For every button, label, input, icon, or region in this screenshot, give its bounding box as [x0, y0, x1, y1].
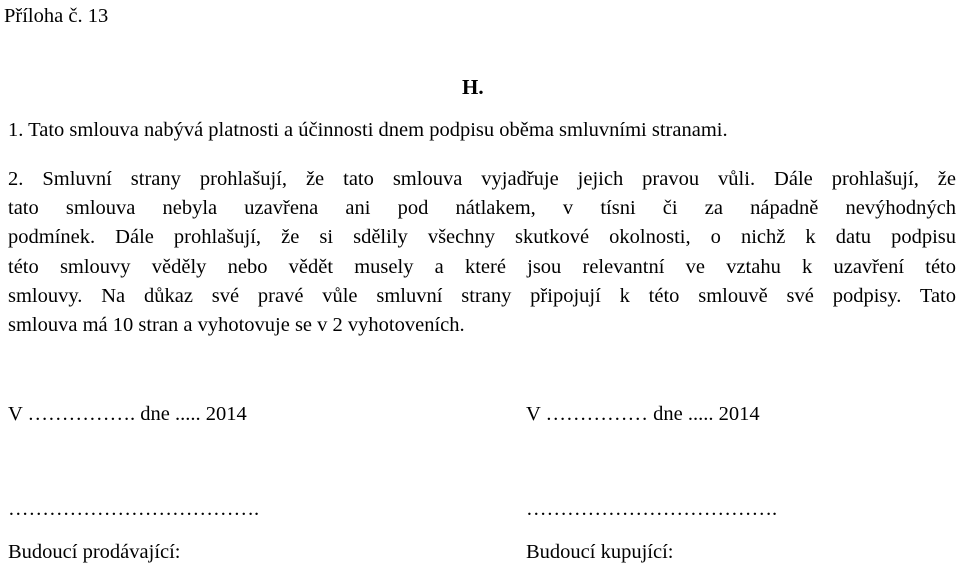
seller-place-date: V ……………. dne ..... 2014	[8, 403, 247, 425]
paragraph-2-line: tato smlouva nebyla uzavřena ani pod nátlakem, v tísni či za nápadně nevýhodných	[8, 197, 956, 220]
paragraph-2-line: této smlouvy věděly nebo vědět musely a které jsou relevantní ve vztahu k uzavření této	[8, 255, 956, 278]
paragraph-2-line: smlouva má 10 stran a vyhotovuje se v 2 vyhotoveních.	[8, 313, 465, 336]
paragraph-2-line: podmínek. Dále prohlašují, že si sdělily všechny skutkové okolnosti, o nichž k datu podpisu	[8, 226, 956, 249]
paragraph-2-line: 2. Smluvní strany prohlašují, že tato smlouva vyjadřuje jejich pravou vůli. Dále prohlašují, že	[8, 168, 956, 190]
buyer-place-date: V …………… dne ..... 2014	[526, 403, 760, 425]
section-heading: H.	[462, 75, 484, 99]
paragraph-2-line: smlouvy. Na důkaz své pravé vůle smluvní strany připojují k této smlouvě své podpisy. Tato	[8, 284, 956, 307]
appendix-label: Příloha č. 13	[4, 5, 109, 27]
buyer-signature-line: ……………………………….	[526, 498, 778, 520]
seller-signature-line: ……………………………….	[8, 498, 260, 520]
paragraph-2	[8, 165, 956, 340]
paragraph-1: 1. Tato smlouva nabývá platnosti a účinnosti dnem podpisu oběma smluvními stranami.	[8, 119, 728, 141]
seller-role-label: Budoucí prodávající:	[8, 541, 181, 563]
buyer-role-label: Budoucí kupující:	[526, 541, 674, 563]
